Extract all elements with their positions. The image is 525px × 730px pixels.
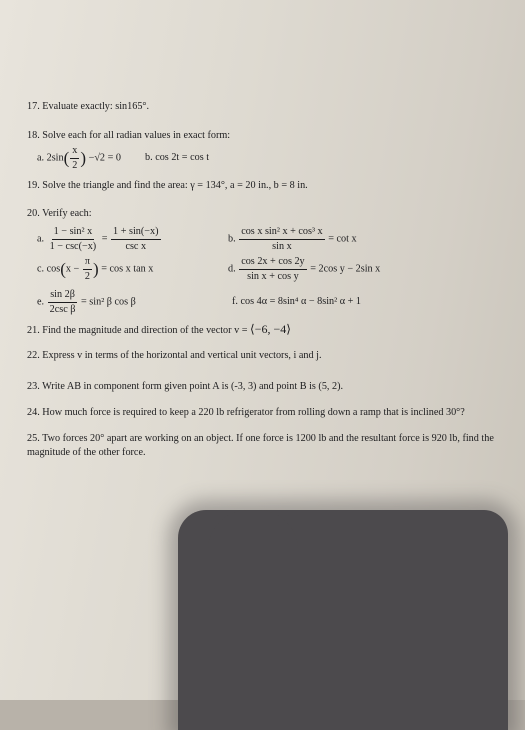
- problem-18a-rest: −√2 = 0: [88, 152, 121, 164]
- problem-18a: a. 2sin( $\frac{x}{2}$ ) −√2 = 0: [37, 145, 121, 171]
- problem-20e: e. $\frac{\sin 2\beta}{\text{2csc β}}$ = sin² β cos β: [37, 289, 136, 315]
- problem-20d: d. $\frac{\cos 2x + \cos 2y}{\text{sin x + cos y}}$ = 2cos y − 2sin x: [228, 256, 381, 282]
- problem-24: 24. How much force is required to keep a 220 lb refrigerator from rolling down a ramp that is inclined 30°?: [27, 407, 465, 418]
- problem-19: 19. Solve the triangle and find the area: γ = 134°, a = 20 in., b = 8 in.: [27, 180, 308, 191]
- problem-18a-fraction: $\frac{x}{2}$: [72, 145, 78, 171]
- problem-20a: a. $\frac{\text{1 − sin² x}}{1 - \csc(-x)}$ = $\frac{1 + \sin(-x)}{\text{csc x}}$: [37, 226, 159, 252]
- problem-17: 17. Evaluate exactly: sin165°.: [27, 101, 150, 112]
- problem-20b: b. $\frac{\text{cos x sin² x + cos³ x}}{\text{sin x}}$ = cot x: [228, 226, 357, 252]
- problem-22: 22. Express v in terms of the horizontal and vertical unit vectors, i and j.: [27, 350, 322, 361]
- problem-18b: b. cos 2t = cos t: [145, 152, 210, 163]
- problem-20c: c. cos(x − $\frac{\pi}{2}$ ) = cos x tan x: [37, 256, 154, 282]
- vector-v: ⟨−6, −4⟩: [250, 322, 291, 336]
- hand-shadow: [178, 510, 508, 730]
- problem-20f: f. cos 4α = 8sin⁴ α − 8sin² α + 1: [232, 296, 362, 307]
- problem-20-title: 20. Verify each:: [27, 208, 92, 219]
- problem-18a-coef: 2sin: [46, 152, 64, 164]
- problem-18-title: 18. Solve each for all radian values in exact form:: [27, 130, 231, 141]
- problem-21: 21. Find the magnitude and direction of the vector v = ⟨−6, −4⟩: [27, 322, 291, 336]
- problem-25: 25. Two forces 20° apart are working on an object. If one force is 1200 lb and the resultant force is 920 lb, find the magnitude of the other force.: [27, 433, 494, 458]
- problem-18a-label: a.: [37, 152, 45, 164]
- problem-23: 23. Write AB in component form given point A is (-3, 3) and point B is (5, 2).: [27, 381, 344, 392]
